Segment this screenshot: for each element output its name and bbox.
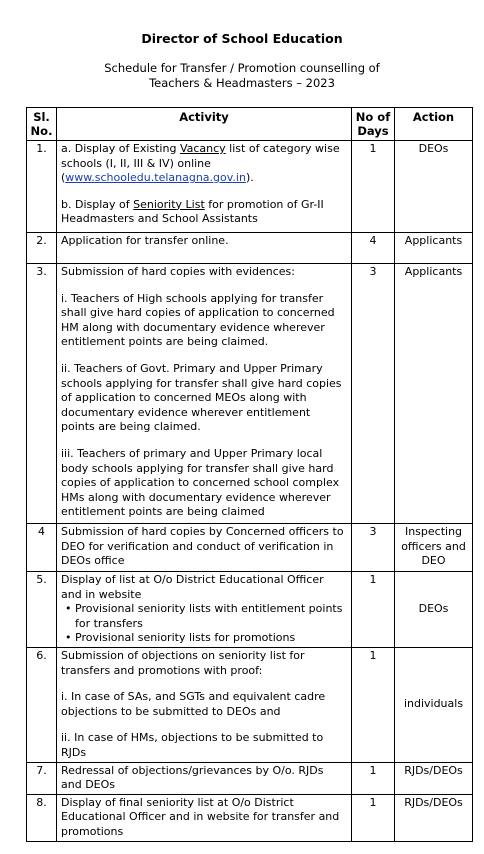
row-activity: Application for transfer online. bbox=[57, 233, 352, 264]
text-span: ). bbox=[245, 171, 254, 185]
activity-paragraph: i. In case of SAs, and SGTs and equivalent cadre objections to be submitted to DEOs and bbox=[61, 690, 326, 718]
text-span: a. Display of Existing bbox=[61, 142, 180, 155]
table-row bbox=[27, 572, 473, 648]
row-activity bbox=[57, 264, 352, 524]
schedule-table bbox=[26, 107, 473, 842]
header-activity: Activity bbox=[57, 108, 352, 141]
activity-paragraph: ii. In case of HMs, objections to be submitted to RJDs bbox=[61, 731, 324, 759]
row-activity: Display of final seniority list at O/o District Educational Officer and in website for transfer and promotions bbox=[57, 794, 352, 841]
spacer bbox=[61, 280, 347, 292]
row-activity: Redressal of objections/grievances by O/o. RJDs and DEOs bbox=[57, 762, 352, 794]
row-days: 1 bbox=[352, 762, 395, 794]
row-sl: 2. bbox=[27, 233, 57, 264]
row-activity: Submission of hard copies by Concerned officers to DEO for verification and conduct of verification in DEOs office bbox=[57, 524, 352, 572]
table-row bbox=[27, 794, 473, 841]
spacer bbox=[61, 719, 347, 731]
activity-paragraph: Submission of objections on seniority list for transfers and promotions with proof: bbox=[61, 649, 305, 677]
row-sl: 8. bbox=[27, 794, 57, 841]
activity-paragraph: i. Teachers of High schools applying for transfer shall give hard copies of application to concerned HM along with documentary evidence wherever entitlement points are being claimed. bbox=[61, 291, 335, 349]
row-action: RJDs/DEOs bbox=[395, 762, 473, 794]
table-row bbox=[27, 648, 473, 763]
row-sl: 7. bbox=[27, 762, 57, 794]
row-activity bbox=[57, 648, 352, 763]
activity-paragraph: ii. Teachers of Govt. Primary and Upper Primary schools applying for transfer shall give hard copies of application to concerned MEOs along with documentary evidence wherever entitlement points are being claimed. bbox=[61, 361, 342, 434]
row-action: DEOs bbox=[395, 141, 473, 233]
row-days: 1 bbox=[352, 648, 395, 763]
row-action: Applicants bbox=[395, 264, 473, 524]
row-sl: 5. bbox=[27, 572, 57, 648]
activity-paragraph bbox=[61, 198, 347, 227]
row-sl: 1. bbox=[27, 141, 57, 233]
row-sl: 4 bbox=[27, 524, 57, 572]
document-title: Director of School Education bbox=[141, 31, 343, 46]
text-span: b. Display of bbox=[61, 197, 134, 211]
row-days: 3 bbox=[352, 264, 395, 524]
list-item: • Provisional seniority lists with entitlement points for transfers bbox=[75, 602, 347, 631]
row-days: 1 bbox=[352, 141, 395, 233]
spacer bbox=[61, 435, 347, 447]
row-action: Inspecting officers and DEO bbox=[395, 524, 473, 572]
table-row bbox=[27, 762, 473, 794]
seniority-list-underlined: Seniority List bbox=[133, 197, 205, 211]
row-days: 3 bbox=[352, 524, 395, 572]
header-action: Action bbox=[395, 108, 473, 141]
vacancy-underlined: Vacancy bbox=[179, 142, 226, 155]
header-no-of-days: No of Days bbox=[352, 108, 395, 141]
spacer bbox=[61, 186, 347, 198]
row-days: 4 bbox=[352, 233, 395, 264]
text-span: for promotion of Gr-II Headmasters and School Assistants bbox=[61, 197, 324, 226]
row-activity bbox=[57, 141, 352, 233]
table-header-row bbox=[27, 108, 473, 141]
row-sl: 6. bbox=[27, 648, 57, 763]
activity-paragraph: iii. Teachers of primary and Upper Primary local body schools applying for transfer shall give hard copies of application to concerned school complex HMs along with documentary evidence wherever entitlement points are being claimed bbox=[61, 446, 340, 519]
row-action: DEOs bbox=[395, 572, 473, 648]
row-days: 1 bbox=[352, 572, 395, 648]
row-days: 1 bbox=[352, 794, 395, 841]
row-action: Applicants bbox=[395, 233, 473, 264]
spacer bbox=[61, 350, 347, 362]
document-subtitle-line2: Teachers & Headmasters – 2023 bbox=[149, 76, 335, 90]
table-row bbox=[27, 524, 473, 572]
table-row bbox=[27, 264, 473, 524]
spacer bbox=[61, 678, 347, 690]
activity-paragraph bbox=[61, 142, 347, 186]
text-span: list of category wise schools (I, II, III & IV) online ( bbox=[61, 142, 340, 185]
row-action: RJDs/DEOs bbox=[395, 794, 473, 841]
table-row bbox=[27, 141, 473, 233]
activity-paragraph: Display of list at O/o District Educational Officer and in website bbox=[61, 573, 324, 601]
row-sl: 3. bbox=[27, 264, 57, 524]
document-subtitle-line1: Schedule for Transfer / Promotion counselling of bbox=[104, 61, 380, 75]
website-link[interactable]: www.schooledu.telanagna.gov.in bbox=[65, 171, 246, 185]
table-row bbox=[27, 233, 473, 264]
bullet-list bbox=[61, 602, 347, 646]
row-activity bbox=[57, 572, 352, 648]
activity-paragraph: Submission of hard copies with evidences: bbox=[61, 265, 295, 278]
list-item: • Provisional seniority lists for promotions bbox=[75, 631, 347, 646]
row-action: individuals bbox=[395, 648, 473, 763]
header-sl-no: Sl. No. bbox=[27, 108, 57, 141]
